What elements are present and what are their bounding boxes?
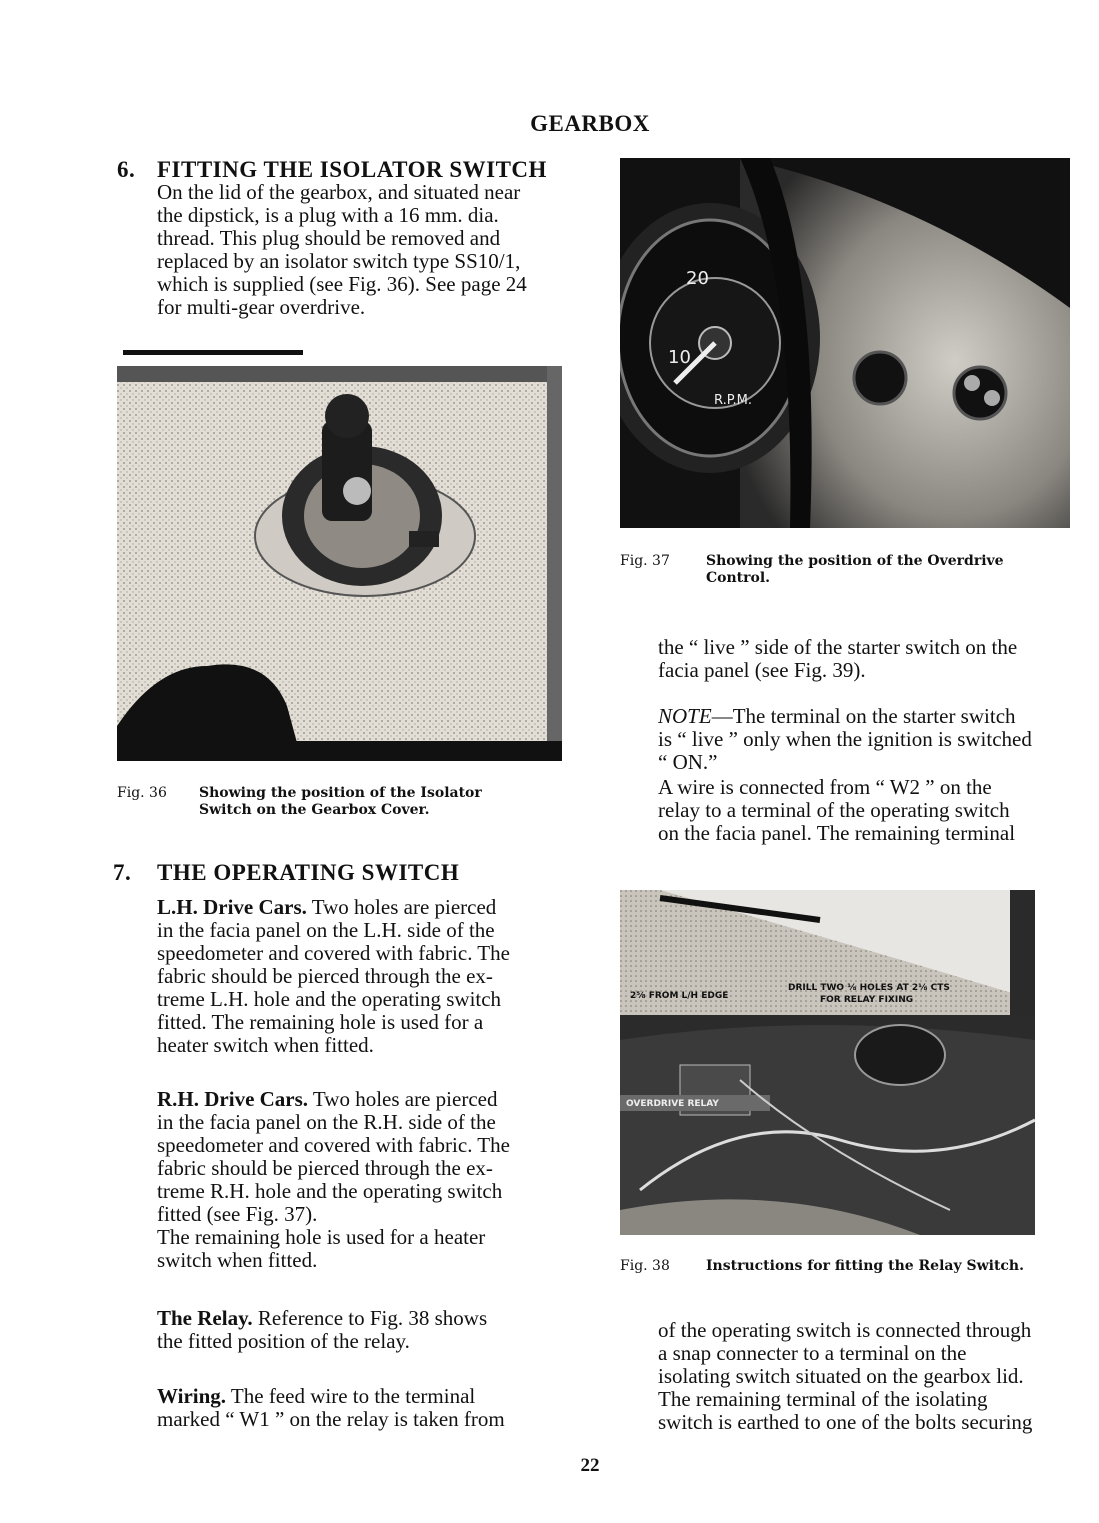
run-in-label: Wiring. xyxy=(157,1384,227,1408)
text-line: for multi-gear overdrive. xyxy=(157,295,366,319)
run-in-label: L.H. Drive Cars. xyxy=(157,895,307,919)
figure-number: Fig. 36 xyxy=(117,785,167,801)
rule xyxy=(123,350,303,355)
fig38-photo xyxy=(620,890,1035,1235)
fig36-photo xyxy=(117,366,562,761)
text-line: which is supplied (see Fig. 36). See page 24 xyxy=(157,272,527,296)
note-paragraph xyxy=(658,705,1070,774)
fig37-photo xyxy=(620,158,1070,528)
caption-line: Showing the position of the Isolator xyxy=(199,785,482,801)
text-line: thread. This plug should be removed and xyxy=(157,226,501,250)
text-span: The feed wire to the terminal xyxy=(226,1384,476,1408)
text-line: the “ live ” side of the starter switch on the xyxy=(658,635,1018,659)
text-line: fabric should be pierced through the ex- xyxy=(157,1156,493,1180)
text-line: A wire is connected from “ W2 ” on the xyxy=(658,775,992,799)
text-line: The remaining terminal of the isolating xyxy=(658,1387,988,1411)
text-line xyxy=(157,1307,567,1330)
photo-label: OVERDRIVE RELAY xyxy=(626,1099,719,1109)
right-paragraph-2 xyxy=(658,776,1070,845)
text-span: —The terminal on the starter switch xyxy=(711,704,1016,728)
text-line xyxy=(157,1088,567,1111)
gauge-number: 20 xyxy=(686,268,709,289)
text-line xyxy=(157,896,567,919)
text-line: heater switch when fitted. xyxy=(157,1033,374,1057)
photo-label: DRILL TWO ⅛ HOLES AT 2⅛ CTS xyxy=(788,983,950,993)
text-line: on the facia panel. The remaining terminal xyxy=(658,821,1016,845)
text-line: isolating switch situated on the gearbox lid. xyxy=(658,1364,1024,1388)
caption-line: Instructions for fitting the Relay Switch. xyxy=(706,1258,1024,1274)
text-line: speedometer and covered with fabric. The xyxy=(157,941,510,965)
text-line: fitted. The remaining hole is used for a xyxy=(157,1010,484,1034)
relay-paragraph xyxy=(157,1307,567,1353)
text-line: fitted (see Fig. 37). xyxy=(157,1202,318,1226)
gauge-number: 10 xyxy=(668,347,691,368)
figure-number: Fig. 38 xyxy=(620,1258,670,1274)
text-line xyxy=(157,1385,567,1408)
page-number: 22 xyxy=(580,1455,600,1476)
fig36-caption xyxy=(117,785,577,819)
photo-label: 2⅝ FROM L/H EDGE xyxy=(630,991,729,1001)
text-span: Reference to Fig. 38 shows xyxy=(252,1306,488,1330)
photo-label: FOR RELAY FIXING xyxy=(820,995,914,1005)
right-paragraph-3 xyxy=(658,1319,1070,1434)
text-line: in the facia panel on the R.H. side of the xyxy=(157,1110,496,1134)
text-line: fabric should be pierced through the ex- xyxy=(157,964,493,988)
section-number: 7. xyxy=(113,860,132,885)
text-line: replaced by an isolator switch type SS10/1, xyxy=(157,249,521,273)
text-line: speedometer and covered with fabric. The xyxy=(157,1133,510,1157)
section-heading: THE OPERATING SWITCH xyxy=(157,860,460,885)
section6-body xyxy=(157,181,567,319)
page-title: GEARBOX xyxy=(530,111,650,136)
text-span: Two holes are pierced xyxy=(308,1087,498,1111)
text-line: is “ live ” only when the ignition is switched xyxy=(658,727,1032,751)
gauge-label: R.P.M. xyxy=(714,393,752,408)
text-line: in the facia panel on the L.H. side of the xyxy=(157,918,495,942)
right-paragraph-1 xyxy=(658,636,1070,682)
wiring-paragraph xyxy=(157,1385,567,1431)
note-label: NOTE xyxy=(658,704,712,728)
fig38-caption xyxy=(620,1258,1080,1275)
section-heading: FITTING THE ISOLATOR SWITCH xyxy=(157,157,547,182)
text-line: relay to a terminal of the operating switch xyxy=(658,798,1010,822)
run-in-label: R.H. Drive Cars. xyxy=(157,1087,309,1111)
text-line: a snap connecter to a terminal on the xyxy=(658,1341,967,1365)
text-line: the dipstick, is a plug with a 16 mm. dia. xyxy=(157,203,499,227)
caption-line: Control. xyxy=(706,570,771,586)
figure-number: Fig. 37 xyxy=(620,553,670,569)
section-number: 6. xyxy=(117,157,136,182)
run-in-label: The Relay. xyxy=(157,1306,253,1330)
text-line: switch when fitted. xyxy=(157,1248,318,1272)
text-line: treme R.H. hole and the operating switch xyxy=(157,1179,503,1203)
caption-line: Showing the position of the Overdrive xyxy=(706,553,1004,569)
text-line: “ ON.” xyxy=(658,750,718,774)
text-line xyxy=(658,705,1070,728)
fig37-caption xyxy=(620,553,1080,587)
text-line: marked “ W1 ” on the relay is taken from xyxy=(157,1407,505,1431)
text-line: switch is earthed to one of the bolts securing xyxy=(658,1410,1033,1434)
rh-drive-paragraph xyxy=(157,1088,567,1272)
text-line: On the lid of the gearbox, and situated near xyxy=(157,180,521,204)
text-line: the fitted position of the relay. xyxy=(157,1329,410,1353)
caption-line: Switch on the Gearbox Cover. xyxy=(199,802,430,818)
text-line: treme L.H. hole and the operating switch xyxy=(157,987,502,1011)
text-line: of the operating switch is connected through xyxy=(658,1318,1032,1342)
text-line: The remaining hole is used for a heater xyxy=(157,1225,486,1249)
lh-drive-paragraph xyxy=(157,896,567,1057)
text-span: Two holes are pierced xyxy=(306,895,497,919)
text-line: facia panel (see Fig. 39). xyxy=(658,658,866,682)
